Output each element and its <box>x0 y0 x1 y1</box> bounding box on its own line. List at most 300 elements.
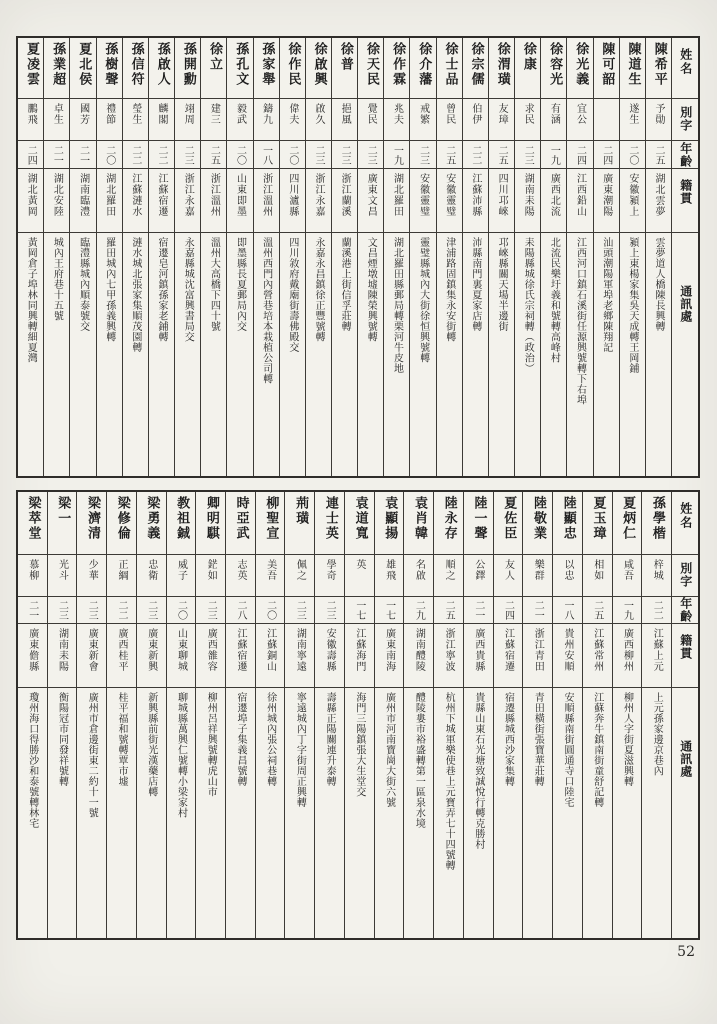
person-native: 安徽靈璧 <box>417 173 429 217</box>
person-name-cell <box>541 38 566 98</box>
person-column <box>462 38 488 476</box>
person-address-cell <box>358 232 383 476</box>
person-address-cell <box>464 687 493 938</box>
person-address: 文昌煙墩墟陳榮興號轉 <box>365 237 377 342</box>
person-age-cell <box>149 140 174 168</box>
person-name: 孫啟人 <box>154 42 170 87</box>
person-address: 耒陽縣城徐氏宗祠轉（政治） <box>522 237 534 374</box>
person-address-cell <box>137 687 166 938</box>
person-address-cell <box>315 687 344 938</box>
person-column <box>522 492 552 938</box>
person-zi-cell <box>254 98 279 140</box>
person-name: 梁濟清 <box>84 496 100 541</box>
person-native: 浙江溫州 <box>208 173 220 217</box>
person-address-cell <box>583 687 612 938</box>
header-age-cell <box>672 596 698 623</box>
person-zi: 志英 <box>234 559 246 581</box>
person-age-cell <box>201 140 226 168</box>
person-name: 徐渭璜 <box>494 42 510 87</box>
person-native: 江西鉛山 <box>574 173 586 217</box>
person-native: 安徽潁上 <box>626 173 638 217</box>
person-native: 江蘇宿遷 <box>156 173 168 217</box>
person-address-cell <box>77 687 106 938</box>
person-zi: 以忠 <box>562 559 574 581</box>
person-address-cell <box>434 687 463 938</box>
person-zi-cell <box>642 554 671 596</box>
person-age: 二〇 <box>103 144 115 165</box>
person-native-cell <box>515 168 540 232</box>
person-name: 陳可韶 <box>599 42 615 87</box>
person-age: 二〇 <box>234 144 246 165</box>
person-zi: 樂群 <box>532 559 544 581</box>
person-age: 一九 <box>548 144 560 165</box>
person-zi: 卓生 <box>51 103 63 125</box>
person-address: 醴陵婁市裕盛轉第一區泉水境 <box>413 692 425 829</box>
person-name: 孫樹聲 <box>102 42 118 87</box>
person-zi-cell <box>44 98 69 140</box>
person-native: 四川瀘縣 <box>286 173 298 217</box>
person-address: 桂平福和號轉覃市墟 <box>116 692 127 787</box>
person-name: 孫家舉 <box>259 42 275 87</box>
person-name-cell <box>107 492 136 554</box>
person-name-cell <box>515 38 540 98</box>
person-column <box>593 38 619 476</box>
person-name: 孫孔文 <box>233 42 249 87</box>
person-age-cell <box>280 140 305 168</box>
header-age-label: 年齡 <box>678 141 693 168</box>
person-address-cell <box>48 687 77 938</box>
person-zi: 光斗 <box>56 559 68 581</box>
header-zi-label: 別字 <box>678 562 693 588</box>
person-age: 二二 <box>116 600 127 620</box>
person-native: 江蘇漣水 <box>129 173 141 217</box>
person-name-cell <box>18 492 47 554</box>
person-zi-cell <box>375 554 404 596</box>
person-zi-cell <box>583 554 612 596</box>
person-name: 徐立 <box>207 42 223 72</box>
person-address: 雲夢道人橋陳長興轉 <box>653 237 665 332</box>
person-native: 江蘇海門 <box>353 628 365 672</box>
person-native-cell <box>583 623 612 687</box>
person-zi: 少華 <box>86 559 98 581</box>
person-native-cell <box>175 168 200 232</box>
person-native: 山東聊城 <box>175 628 187 672</box>
person-age-cell <box>620 140 645 168</box>
person-zi: 鋩如 <box>205 559 217 581</box>
person-name-cell <box>434 492 463 554</box>
person-native-cell <box>464 623 493 687</box>
person-age: 二四 <box>25 144 37 165</box>
person-native-cell <box>18 168 43 232</box>
person-native-cell <box>18 623 47 687</box>
person-native-cell <box>410 168 435 232</box>
person-native: 浙江永嘉 <box>312 173 324 217</box>
person-column <box>409 38 435 476</box>
directory-table-top <box>16 36 700 478</box>
person-address: 邛崍縣關天場半邊街 <box>496 237 508 332</box>
person-zi-cell <box>77 554 106 596</box>
person-zi-cell <box>434 554 463 596</box>
person-address-cell <box>567 232 592 476</box>
person-age-cell <box>410 140 435 168</box>
person-zi-cell <box>97 98 122 140</box>
person-name: 徐康 <box>520 42 536 72</box>
person-age: 二〇 <box>626 144 638 165</box>
person-name: 陳道生 <box>625 42 641 87</box>
person-native-cell <box>594 168 619 232</box>
person-name: 陳希平 <box>651 42 667 87</box>
person-age: 二九 <box>413 600 425 620</box>
person-zi: 遂生 <box>626 103 638 125</box>
person-native: 廣東潮陽 <box>600 173 612 217</box>
person-address: 貴縣山東石光塘致誠悅行轉克勝村 <box>472 692 484 850</box>
person-native: 浙江寧波 <box>443 628 455 672</box>
person-age: 二二 <box>129 144 141 165</box>
person-age-cell <box>226 596 255 623</box>
person-name: 梁萃堂 <box>25 496 41 541</box>
person-name-cell <box>384 38 409 98</box>
person-column <box>514 38 540 476</box>
person-address: 永嘉縣城沈富興書局交 <box>182 237 194 342</box>
person-age-cell <box>123 140 148 168</box>
header-column <box>671 492 698 938</box>
person-name-cell <box>227 38 252 98</box>
person-address: 潁上東楊家集吳天成轉王岡鋪 <box>626 237 638 374</box>
person-zi-cell <box>18 98 43 140</box>
person-age-cell <box>642 596 671 623</box>
person-address-cell <box>384 232 409 476</box>
person-zi-cell <box>315 554 344 596</box>
person-zi-cell <box>123 98 148 140</box>
person-column <box>433 492 463 938</box>
person-zi-cell <box>358 98 383 140</box>
person-zi: 慕柳 <box>26 559 38 581</box>
person-address: 寧遠城內丁字街周正興轉 <box>294 692 306 808</box>
person-native: 廣東儋縣 <box>26 628 38 672</box>
person-age: 二三 <box>182 144 194 165</box>
person-column <box>488 38 514 476</box>
person-name: 荊璜 <box>293 496 309 526</box>
person-age: 二三 <box>365 144 377 165</box>
person-age: 二四 <box>574 144 586 165</box>
person-native-cell <box>167 623 196 687</box>
person-zi-cell <box>567 98 592 140</box>
person-address-cell <box>642 687 671 938</box>
person-age: 二三 <box>324 600 336 620</box>
person-name: 徐普 <box>337 42 353 72</box>
person-zi-cell <box>201 98 226 140</box>
person-name-cell <box>315 492 344 554</box>
person-age: 二三 <box>86 600 98 620</box>
person-name-cell <box>489 38 514 98</box>
person-zi-cell <box>464 554 493 596</box>
person-column <box>493 492 523 938</box>
person-name-cell <box>404 492 433 554</box>
person-name: 孫業超 <box>50 42 66 87</box>
person-column <box>47 492 77 938</box>
person-address-cell <box>489 232 514 476</box>
person-address: 新興縣前街光漢藥店轉 <box>145 692 157 797</box>
person-address: 宿遷縣城西沙家集轉 <box>502 692 514 787</box>
person-age-cell <box>254 140 279 168</box>
person-address-cell <box>44 232 69 476</box>
person-name: 孫信符 <box>128 42 144 87</box>
person-column <box>200 38 226 476</box>
person-age: 二〇 <box>264 600 276 620</box>
person-zi: 伯伊 <box>469 103 481 125</box>
person-zi: 毅武 <box>234 103 246 125</box>
person-column <box>122 38 148 476</box>
header-name-label: 姓名 <box>678 502 693 530</box>
person-address: 宿遷皂河鎮孫家老鋪轉 <box>156 237 168 342</box>
person-address-cell <box>254 232 279 476</box>
person-name-cell <box>201 38 226 98</box>
person-age-cell <box>646 140 671 168</box>
person-age: 二二 <box>651 600 663 620</box>
person-column <box>463 492 493 938</box>
person-zi-cell <box>227 98 252 140</box>
person-name: 教祖鋮 <box>174 496 190 541</box>
person-age: 二五 <box>208 144 220 165</box>
person-name-cell <box>583 492 612 554</box>
person-address: 青田橫街張寶華莊轉 <box>532 692 544 787</box>
person-address-cell <box>226 687 255 938</box>
person-native: 安徽壽縣 <box>324 628 336 672</box>
person-native: 江蘇宿遷 <box>502 628 514 672</box>
person-address-cell <box>18 232 43 476</box>
person-native-cell <box>494 623 523 687</box>
header-name-cell <box>672 492 698 554</box>
person-address: 柳州人字街夏滋興轉 <box>621 692 633 787</box>
person-address-cell <box>167 687 196 938</box>
person-age-cell <box>404 596 433 623</box>
person-native-cell <box>226 623 255 687</box>
person-name: 夏佐臣 <box>501 496 517 541</box>
person-address: 杭州下城軍樂使巷上元寶弄七十四號轉 <box>443 692 455 871</box>
person-native: 廣東新會 <box>86 628 98 672</box>
person-address-cell <box>332 232 357 476</box>
header-column <box>671 38 698 476</box>
person-native-cell <box>280 168 305 232</box>
person-age-cell <box>345 596 374 623</box>
person-age: 二五 <box>653 144 665 165</box>
person-name: 徐光義 <box>573 42 589 87</box>
person-native: 江蘇宿遷 <box>234 628 246 672</box>
person-zi-cell <box>489 98 514 140</box>
person-native-cell <box>227 168 252 232</box>
person-zi: 名啟 <box>413 559 425 581</box>
person-name: 徐啟興 <box>311 42 327 87</box>
person-age: 二三 <box>312 144 324 165</box>
person-native-cell <box>553 623 582 687</box>
header-address-cell <box>672 687 698 938</box>
person-native: 湖南耒陽 <box>522 173 534 217</box>
person-name-cell <box>285 492 314 554</box>
person-name-cell <box>613 492 642 554</box>
person-zi: 予勛 <box>653 103 665 125</box>
person-native-cell <box>358 168 383 232</box>
person-age-cell <box>437 140 462 168</box>
person-name: 徐天民 <box>363 42 379 87</box>
person-zi: 雄飛 <box>383 559 395 581</box>
person-age-cell <box>553 596 582 623</box>
person-native: 廣西桂平 <box>116 628 127 672</box>
person-address: 臨澧縣城內順泰號交 <box>77 237 89 332</box>
person-age: 二三 <box>522 144 534 165</box>
person-native: 江蘇上元 <box>651 628 663 672</box>
person-native: 浙江永嘉 <box>182 173 194 217</box>
person-native-cell <box>613 623 642 687</box>
person-age-cell <box>48 596 77 623</box>
person-native-cell <box>345 623 374 687</box>
person-zi-cell <box>437 98 462 140</box>
person-zi-cell <box>646 98 671 140</box>
person-column <box>612 492 642 938</box>
person-zi-cell <box>107 554 136 596</box>
person-name: 夏玉璋 <box>590 496 606 541</box>
person-age-cell <box>494 596 523 623</box>
person-zi: 偉夫 <box>286 103 298 125</box>
person-zi-cell <box>553 554 582 596</box>
person-name-cell <box>464 492 493 554</box>
person-name-cell <box>437 38 462 98</box>
person-age-cell <box>77 596 106 623</box>
person-address-cell <box>123 232 148 476</box>
person-zi: 求民 <box>522 103 534 125</box>
person-native: 浙江青田 <box>532 628 544 672</box>
person-age: 二一 <box>472 600 484 620</box>
person-zi: 戒繁 <box>417 103 429 125</box>
person-name-cell <box>594 38 619 98</box>
person-zi: 順之 <box>443 559 455 581</box>
person-age: 二五 <box>443 600 455 620</box>
person-address-cell <box>201 232 226 476</box>
person-zi: 相如 <box>591 559 603 581</box>
person-name-cell <box>523 492 552 554</box>
person-age-cell <box>375 596 404 623</box>
person-age-cell <box>137 596 166 623</box>
person-age-cell <box>434 596 463 623</box>
person-name-cell <box>123 38 148 98</box>
person-age-cell <box>18 596 47 623</box>
person-zi-cell <box>70 98 95 140</box>
person-address: 壽縣正陽關連升泰轉 <box>324 692 336 787</box>
person-address: 溫州大高橋下四十號 <box>208 237 220 332</box>
person-name: 梁勇義 <box>144 496 160 541</box>
person-age-cell <box>541 140 566 168</box>
person-address: 湖北羅田縣郵局轉栗河牛皮地 <box>391 237 403 374</box>
person-age: 二四 <box>502 600 514 620</box>
person-name-cell <box>553 492 582 554</box>
person-zi-cell <box>137 554 166 596</box>
header-address-cell <box>672 232 698 476</box>
person-zi-cell <box>594 98 619 140</box>
person-age: 二三 <box>417 144 429 165</box>
person-zi-cell <box>280 98 305 140</box>
person-column <box>566 38 592 476</box>
person-name-cell <box>70 38 95 98</box>
person-native-cell <box>256 623 285 687</box>
person-address: 蘭溪港上街信孚莊轉 <box>339 237 351 332</box>
person-column <box>18 38 43 476</box>
person-age: 二三 <box>339 144 351 165</box>
person-address-cell <box>375 687 404 938</box>
person-name-cell <box>358 38 383 98</box>
person-age-cell <box>464 596 493 623</box>
person-age: 二二 <box>156 144 168 165</box>
person-address-cell <box>196 687 225 938</box>
person-zi-cell <box>332 98 357 140</box>
person-native: 湖北黃岡 <box>25 173 37 217</box>
person-age-cell <box>256 596 285 623</box>
person-name-cell <box>77 492 106 554</box>
person-name-cell <box>97 38 122 98</box>
person-zi-cell <box>167 554 196 596</box>
person-native-cell <box>285 623 314 687</box>
person-zi: 威子 <box>175 559 187 581</box>
person-name: 孫學楷 <box>649 496 665 541</box>
person-name: 連士英 <box>322 496 338 541</box>
person-address: 汕頭潮陽軍埠老鄉陳翔記 <box>600 237 612 353</box>
person-address-cell <box>306 232 331 476</box>
person-zi-cell <box>256 554 285 596</box>
person-column <box>225 492 255 938</box>
person-zi: 有涵 <box>548 103 560 125</box>
person-column <box>403 492 433 938</box>
person-name-cell <box>494 492 523 554</box>
person-address: 永嘉永昌鎮徐正豐號轉 <box>312 237 324 342</box>
person-zi-cell <box>463 98 488 140</box>
person-column <box>540 38 566 476</box>
header-name-label: 姓名 <box>678 48 693 76</box>
person-name: 陸永存 <box>441 496 457 541</box>
person-zi-cell <box>541 98 566 140</box>
person-native-cell <box>107 623 136 687</box>
person-native: 浙江溫州 <box>260 173 272 217</box>
person-age: 二三 <box>294 600 306 620</box>
person-column <box>195 492 225 938</box>
person-native-cell <box>567 168 592 232</box>
person-zi-cell <box>404 554 433 596</box>
person-address: 漣水城北張家集順茂園轉 <box>129 237 141 353</box>
person-native: 湖北羅田 <box>391 173 403 217</box>
person-native: 湖南醴陵 <box>413 628 425 672</box>
person-address: 徐州城內張公祠巷轉 <box>264 692 276 787</box>
person-address: 即墨縣長夏郵局內交 <box>234 237 246 332</box>
person-column <box>331 38 357 476</box>
person-address-cell <box>594 232 619 476</box>
person-age-cell <box>358 140 383 168</box>
person-name: 陸敬業 <box>530 496 546 541</box>
person-native-cell <box>306 168 331 232</box>
person-name: 孫開勳 <box>180 42 196 87</box>
person-age-cell <box>227 140 252 168</box>
person-zi: 麟閣 <box>156 103 168 125</box>
header-zi-cell <box>672 554 698 596</box>
person-zi: 啟久 <box>312 103 324 125</box>
person-age: 二五 <box>496 144 508 165</box>
person-age: 二一 <box>51 144 63 165</box>
person-native: 貴州安順 <box>562 628 574 672</box>
person-column <box>552 492 582 938</box>
person-zi-cell <box>48 554 77 596</box>
person-name: 徐介藩 <box>416 42 432 87</box>
person-native: 浙江蘭溪 <box>339 173 351 217</box>
person-age: 一七 <box>353 600 365 620</box>
person-address: 北流民樂圩義和號轉高峰村 <box>548 237 560 363</box>
person-name-cell <box>280 38 305 98</box>
person-address: 靈璧縣城內大街徐恒興號轉 <box>417 237 429 363</box>
